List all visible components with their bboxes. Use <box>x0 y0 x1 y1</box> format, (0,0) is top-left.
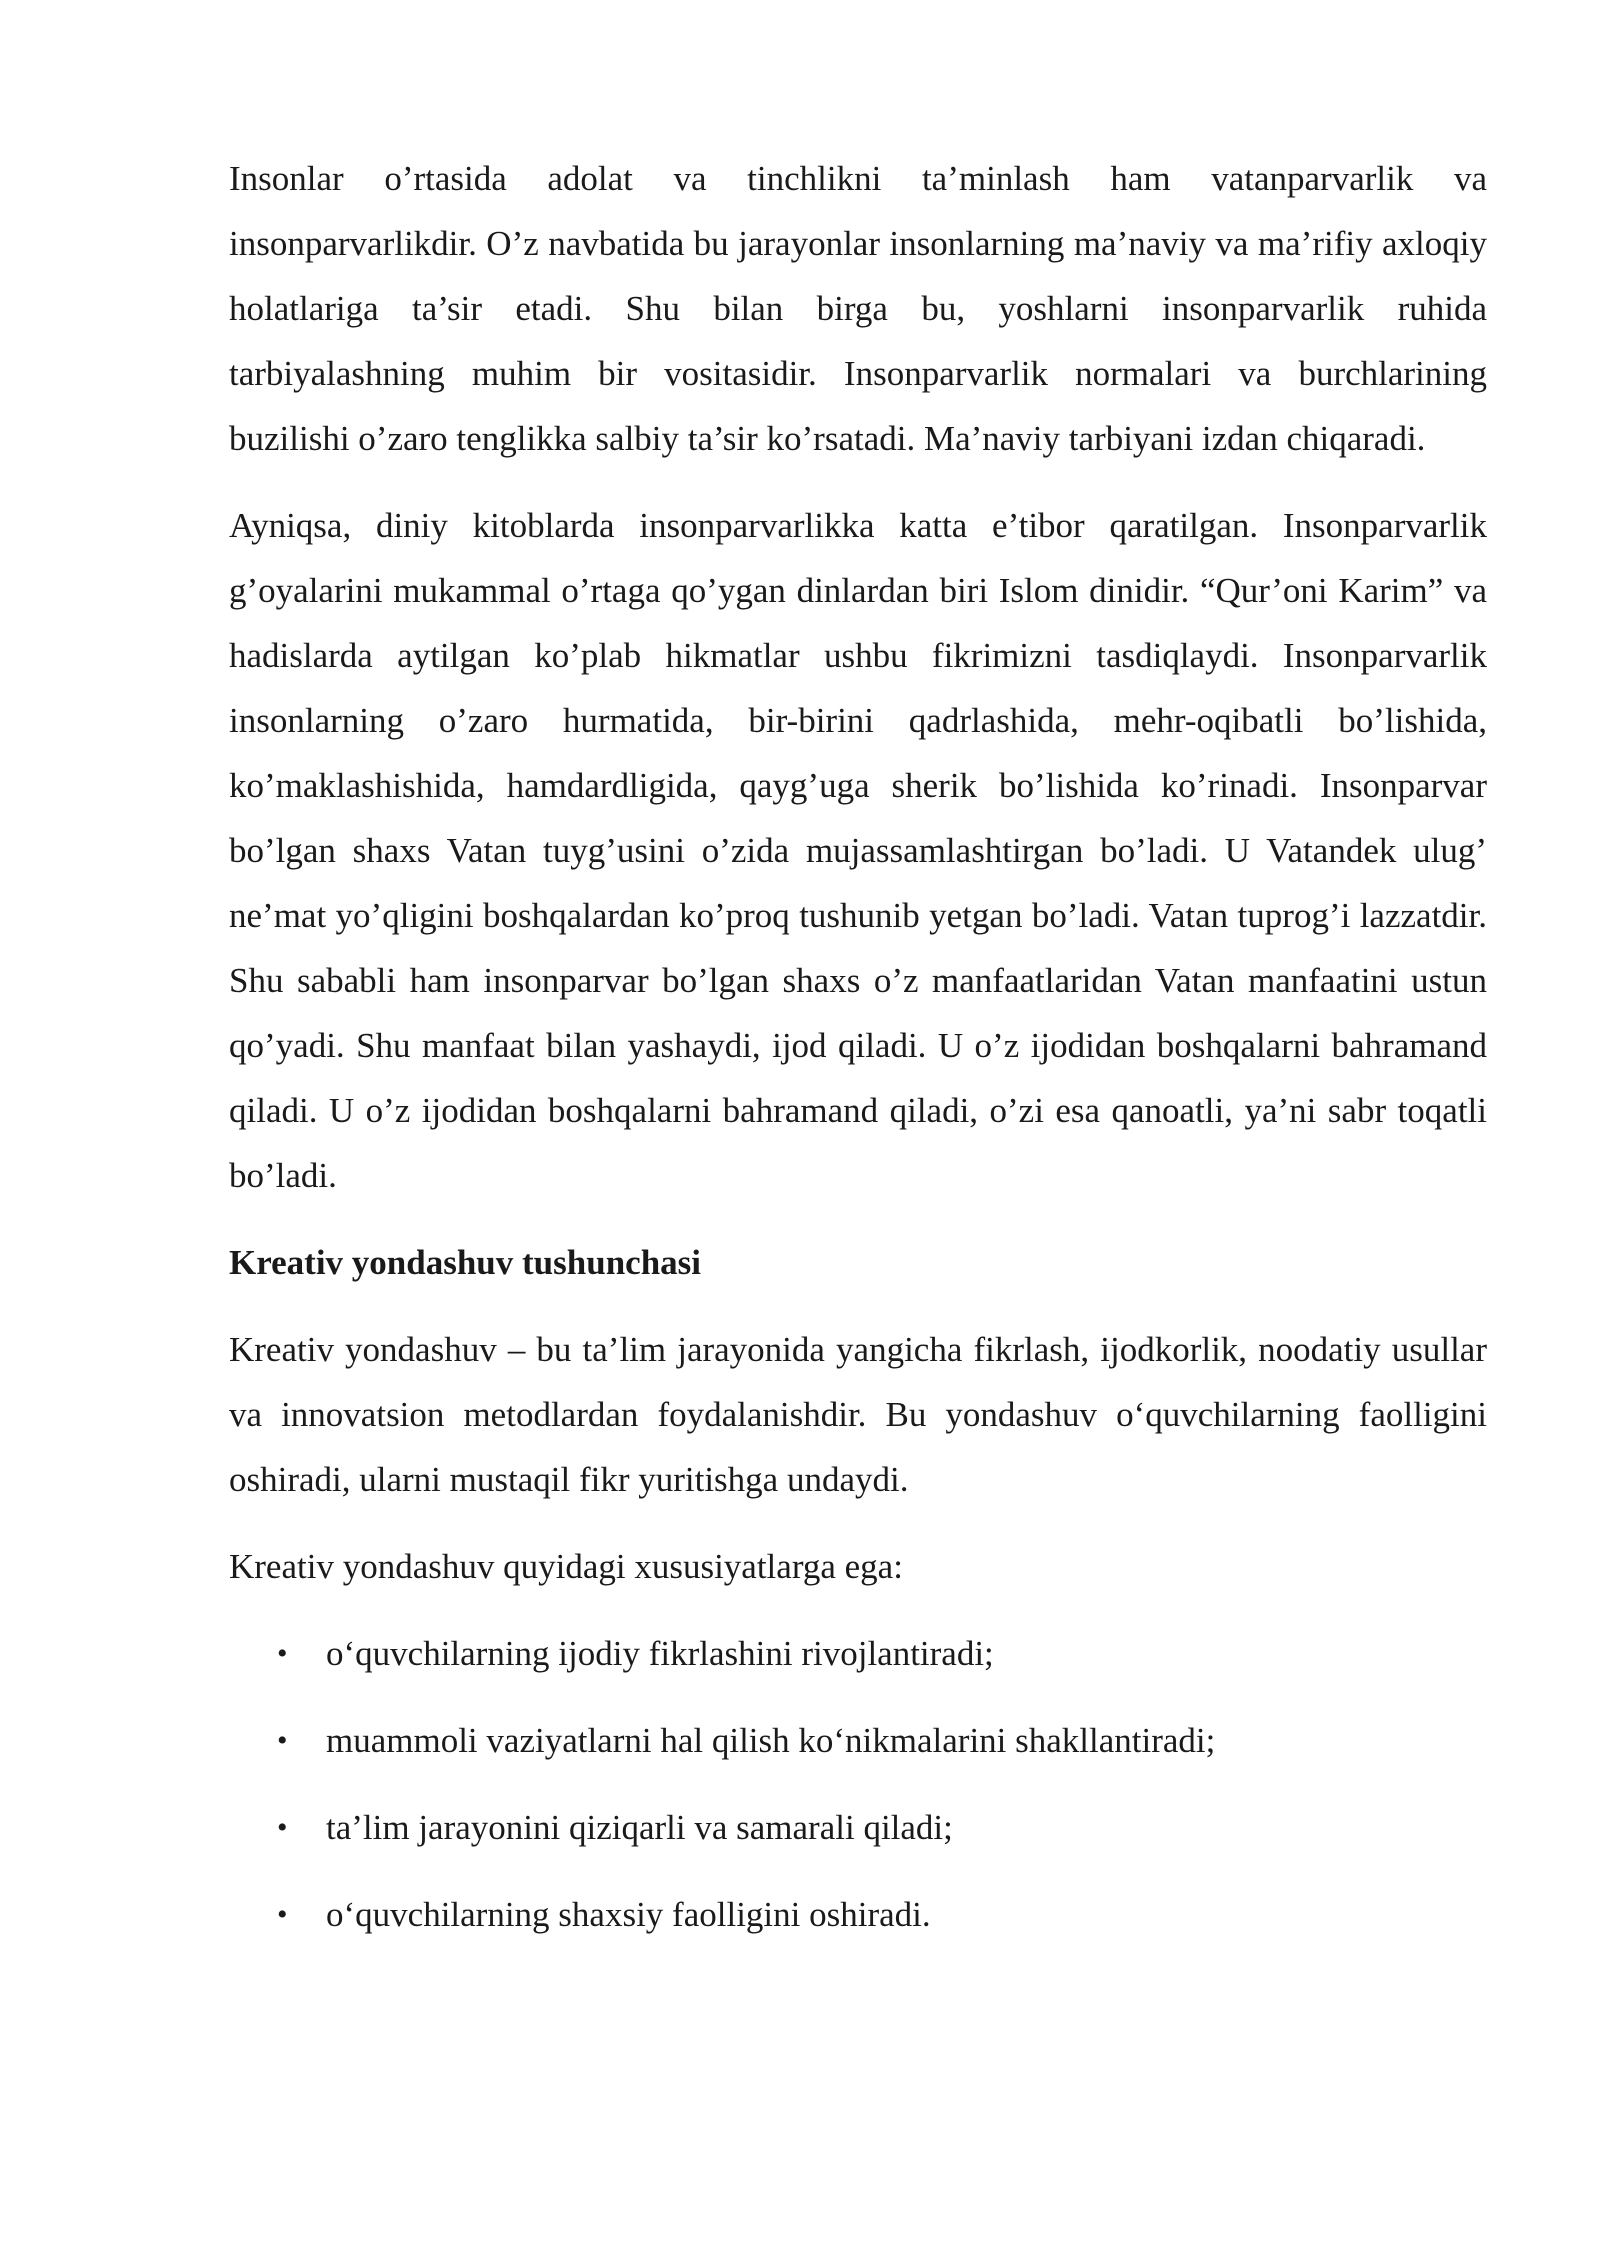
document-page <box>229 146 1487 1969</box>
bullet-icon: • <box>277 1637 288 1670</box>
list-item-text: muammoli vaziyatlarni hal qilish ko‘nikmalarini shakllantiradi; <box>326 1721 1216 1760</box>
section-heading: Kreativ yondashuv tushunchasi <box>229 1243 702 1282</box>
list-item-text: ta’lim jarayonini qiziqarli va samarali qiladi; <box>326 1808 953 1847</box>
list-item <box>229 1882 1487 1947</box>
bullet-icon: • <box>277 1898 288 1931</box>
list-item <box>229 1621 1487 1686</box>
paragraph-definition: Kreativ yondashuv – bu ta’lim jarayonida yangicha fikrlash, ijodkorlik, noodatiy usullar va innovatsion metodlardan foydalanishdir. Bu yondashuv o‘quvchilarning faolligini oshiradi, ularni mustaqil fikr yuritishga undaydi. <box>229 1330 1487 1499</box>
paragraph-features-intro: Kreativ yondashuv quyidagi xususiyatlarga ega: <box>229 1547 903 1586</box>
bullet-icon: • <box>277 1811 288 1844</box>
bullet-icon: • <box>277 1724 288 1757</box>
paragraph-humanism-justice: Insonlar o’rtasida adolat va tinchlikni ta’minlash ham vatanparvarlik va insonparvarlikdir. O’z navbatida bu jarayonlar insonlarning ma’naviy va ma’rifiy axloqiy holatlariga ta’sir etadi. Shu bilan birga bu, yoshlarni insonparvarlik ruhida tarbiyalashning muhim bir vositasidir. Insonparvarlik normalari va burchlarining buzilishi o’zaro tenglikka salbiy ta’sir ko’rsatadi. Ma’naviy tarbiyani izdan chiqaradi. <box>229 159 1487 458</box>
features-list <box>229 1621 1487 1947</box>
list-item <box>229 1795 1487 1860</box>
list-item-text: o‘quvchilarning ijodiy fikrlashini rivojlantiradi; <box>326 1634 994 1673</box>
paragraph-religious-books: Ayniqsa, diniy kitoblarda insonparvarlikka katta e’tibor qaratilgan. Insonparvarlik g’oyalarini mukammal o’rtaga qo’ygan dinlardan biri Islom dinidir. “Qur’oni Karim” va hadislarda aytilgan ko’plab hikmatlar ushbu fikrimizni tasdiqlaydi. Insonparvarlik insonlarning o’zaro hurmatida, bir-birini qadrlashida, mehr-oqibatli bo’lishida, ko’maklashishida, hamdardligida, qayg’uga sherik bo’lishida ko’rinadi. Insonparvar bo’lgan shaxs Vatan tuyg’usini o’zida mujassamlashtirgan bo’ladi. U Vatandek ulug’ ne’mat yo’qligini boshqalardan ko’proq tushunib yetgan bo’ladi. Vatan tuprog’i lazzatdir. Shu sababli ham insonparvar bo’lgan shaxs o’z manfaatlaridan Vatan manfaatini ustun qo’yadi. Shu manfaat bilan yashaydi, ijod qiladi. U o’z ijodidan boshqalarni bahramand qiladi. U o’z ijodidan boshqalarni bahramand qiladi, o’zi esa qanoatli, ya’ni sabr toqatli bo’ladi. <box>229 506 1487 1195</box>
list-item <box>229 1708 1487 1773</box>
list-item-text: o‘quvchilarning shaxsiy faolligini oshiradi. <box>326 1895 931 1934</box>
